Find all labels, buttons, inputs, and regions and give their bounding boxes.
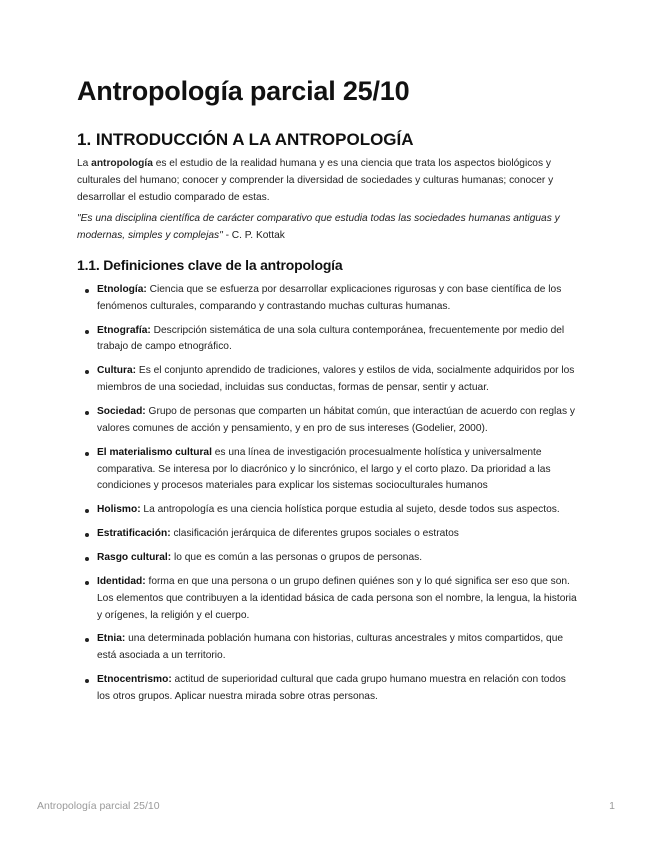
definition-item-etnia [77, 631, 579, 665]
bullet-icon [85, 581, 89, 585]
definition-term: Holismo: [97, 504, 141, 516]
bullet-icon [85, 411, 89, 415]
definition-item-sociedad [77, 404, 579, 438]
intro-text-post: es el estudio de la realidad humana y es una ciencia que trata los aspectos biológicos y culturales del humano; conocer y comprender la diversidad de sociedades y culturas humanas; conocer y desarrollar el estudio comparado de estas. [77, 158, 554, 203]
definition-item-rasgo-cultural [77, 550, 579, 567]
definition-text: Descripción sistemática de una sola cultura contemporánea, frecuentemente por medio del trabajo de campo etnográfico. [97, 324, 565, 353]
definition-item-estratificacion [77, 526, 579, 543]
definition-term: Etnografía: [97, 324, 151, 336]
definition-text: Es el conjunto aprendido de tradiciones, valores y estilos de vida, socialmente adquiridos por los miembros de una sociedad, incluidas sus conductas, formas de pensar, sentir y actuar. [97, 365, 575, 394]
definition-text: es una línea de investigación procesualmente holística y universalmente comparativa. Se interesa por lo diacrónico y lo sincrónico, el largo y el corto plazo. Da prioridad a las condiciones y procesos materiales para explicar los sistemas socioculturales humanos [97, 446, 551, 492]
definition-text: Grupo de personas que comparten un hábitat común, que interactúan de acuerdo con reglas y valores comunes de acción y pensamiento, y en pro de sus intereses (Godelier, 2000). [97, 406, 575, 434]
bullet-icon [85, 330, 89, 334]
definition-item-identidad [77, 574, 579, 624]
intro-text-pre: La [77, 158, 92, 169]
footer-document-title: Antropología parcial 25/10 [37, 800, 160, 812]
definition-text: una determinada población humana con historias, culturas ancestrales y mitos compartidos, que está asociada a un territorio. [97, 633, 564, 662]
definition-text: lo que es común a las personas o grupos de personas. [171, 552, 423, 564]
definition-item-holismo [77, 502, 579, 519]
definition-term: Etnología: [97, 284, 147, 295]
bullet-icon [85, 452, 89, 456]
definition-item-materialismo-cultural [77, 445, 579, 495]
bullet-icon [85, 638, 89, 642]
definition-text: forma en que una persona o un grupo definen quiénes son y lo qué significa ser eso que son. Los elementos que contribuyen a la identidad básica de cada persona son el nombre, la lengua, la historia y orígenes, la religión y el cuerpo. [97, 575, 577, 621]
quote-text: "Es una disciplina científica de carácter comparativo que estudia todas las sociedades humanas antiguas y modernas, simples y complejas" [77, 213, 560, 241]
definition-term: Estratificación: [97, 528, 171, 540]
definition-text: actitud de superioridad cultural que cada grupo humano muestra en relación con todos los otros grupos. Aplicar nuestra mirada sobre otras personas. [97, 674, 566, 702]
definition-term: Identidad: [97, 575, 146, 587]
definition-term: El materialismo cultural [97, 446, 212, 458]
bullet-icon [85, 289, 89, 293]
definition-term: Etnia: [97, 633, 126, 645]
intro-term-antropologia: antropología [91, 158, 153, 169]
footer-page-number: 1 [609, 800, 615, 812]
definitions-list [77, 282, 579, 713]
definition-item-cultura [77, 363, 579, 397]
document-title: Antropología parcial 25/10 [77, 76, 410, 106]
definition-item-etnografia [77, 323, 579, 357]
section-heading-definitions: 1.1. Definiciones clave de la antropología [77, 257, 343, 273]
bullet-icon [85, 370, 89, 374]
section-heading-introduction: 1. INTRODUCCIÓN A LA ANTROPOLOGÍA [77, 130, 414, 149]
bullet-icon [85, 679, 89, 683]
definition-text: clasificación jerárquica de diferentes grupos sociales o estratos [170, 528, 459, 540]
definition-term: Etnocentrismo: [97, 674, 172, 686]
definition-term: Cultura: [97, 365, 137, 377]
intro-paragraph [77, 156, 577, 206]
quote-author: - C. P. Kottak [222, 229, 285, 241]
definition-item-etnocentrismo [77, 672, 579, 706]
bullet-icon [85, 557, 89, 561]
definition-item-etnologia [77, 282, 579, 316]
definition-text: Ciencia que se esfuerza por desarrollar explicaciones rigurosas y con base científica de los fenómenos culturales, comparando y contrastando muchas culturas humanas. [97, 284, 562, 312]
bullet-icon [85, 533, 89, 537]
bullet-icon [85, 509, 89, 513]
definition-term: Sociedad: [97, 406, 146, 418]
kottak-quote [77, 211, 577, 245]
definition-text: La antropología es una ciencia holística porque estudia al sujeto, desde todos sus aspectos. [140, 504, 560, 516]
definition-term: Rasgo cultural: [97, 552, 172, 564]
